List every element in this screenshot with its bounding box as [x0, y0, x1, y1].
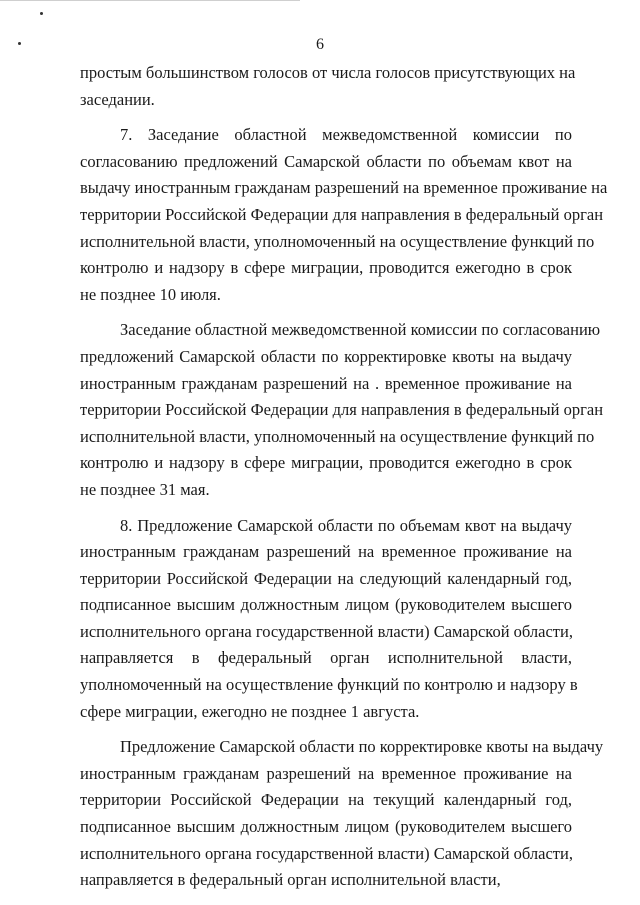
paragraph [80, 734, 604, 894]
text-line: простым большинством голосов от числа голосов присутствующих на [80, 63, 576, 82]
text-line: территории Российской Федерации для направления в федеральный орган [80, 400, 604, 420]
text-line: контролю и надзору в сфере миграции, проводится ежегодно в срок [80, 258, 572, 278]
text-line: исполнительного органа государственной власти) Самарской области, [80, 843, 573, 863]
page-number: 6 [316, 36, 324, 53]
text-line: исполнительного органа государственной власти) Самарской области, [80, 621, 573, 641]
text-line: направляется в федеральный орган исполнительной власти, [80, 648, 572, 668]
text-line: территории Российской Федерации для направления в федеральный орган [80, 204, 604, 224]
text-line: согласованию предложений Самарской области по объемам квот на [80, 151, 572, 171]
text-line: исполнительной власти, уполномоченный на осуществление функций по [80, 426, 595, 446]
text-line: Предложение Самарской области по корректировке квоты на выдачу [120, 737, 604, 757]
text-line: контролю и надзору в сфере миграции, проводится ежегодно в срок [80, 453, 572, 473]
text-line: заседании. [80, 89, 155, 109]
text-line: подписанное высшим должностным лицом (руководителем высшего [80, 595, 572, 615]
scan-edge-line [0, 0, 300, 1]
text-line: территории Российской Федерации на следующий календарный год, [80, 568, 572, 588]
text-line: Заседание областной межведомственной комиссии по согласованию [120, 320, 601, 340]
text-line: сфере миграции, ежегодно не позднее 1 августа. [80, 701, 420, 721]
text-line: предложений Самарской области по корректировке квоты на выдачу [80, 346, 572, 366]
paragraph [80, 317, 604, 503]
document-body [80, 60, 608, 903]
text-line: 7. Заседание областной межведомственной комиссии по [120, 125, 572, 145]
text-line: не позднее 31 мая. [80, 479, 210, 499]
text-line: иностранным гражданам разрешений на временное проживание на [80, 763, 572, 783]
paragraph [80, 122, 608, 308]
text-line: не позднее 10 июля. [80, 284, 221, 304]
text-line: исполнительной власти, уполномоченный на осуществление функций по [80, 231, 595, 251]
text-line: 8. Предложение Самарской области по объемам квот на выдачу [120, 515, 572, 535]
text-line: территории Российской Федерации на текущий календарный год, [80, 790, 572, 810]
text-line: выдачу иностранным гражданам разрешений на временное проживание на [80, 178, 608, 198]
paragraph [80, 60, 576, 113]
text-line: направляется в федеральный орган исполнительной власти, [80, 870, 501, 890]
text-line: подписанное высшим должностным лицом (руководителем высшего [80, 817, 572, 837]
scan-dot [40, 12, 43, 15]
text-line: уполномоченный на осуществление функций по контролю и надзору в [80, 675, 578, 695]
text-line: иностранным гражданам разрешений на временное проживание на [80, 542, 572, 562]
text-line: иностранным гражданам разрешений на . временное проживание на [80, 373, 572, 393]
paragraph [80, 513, 578, 726]
